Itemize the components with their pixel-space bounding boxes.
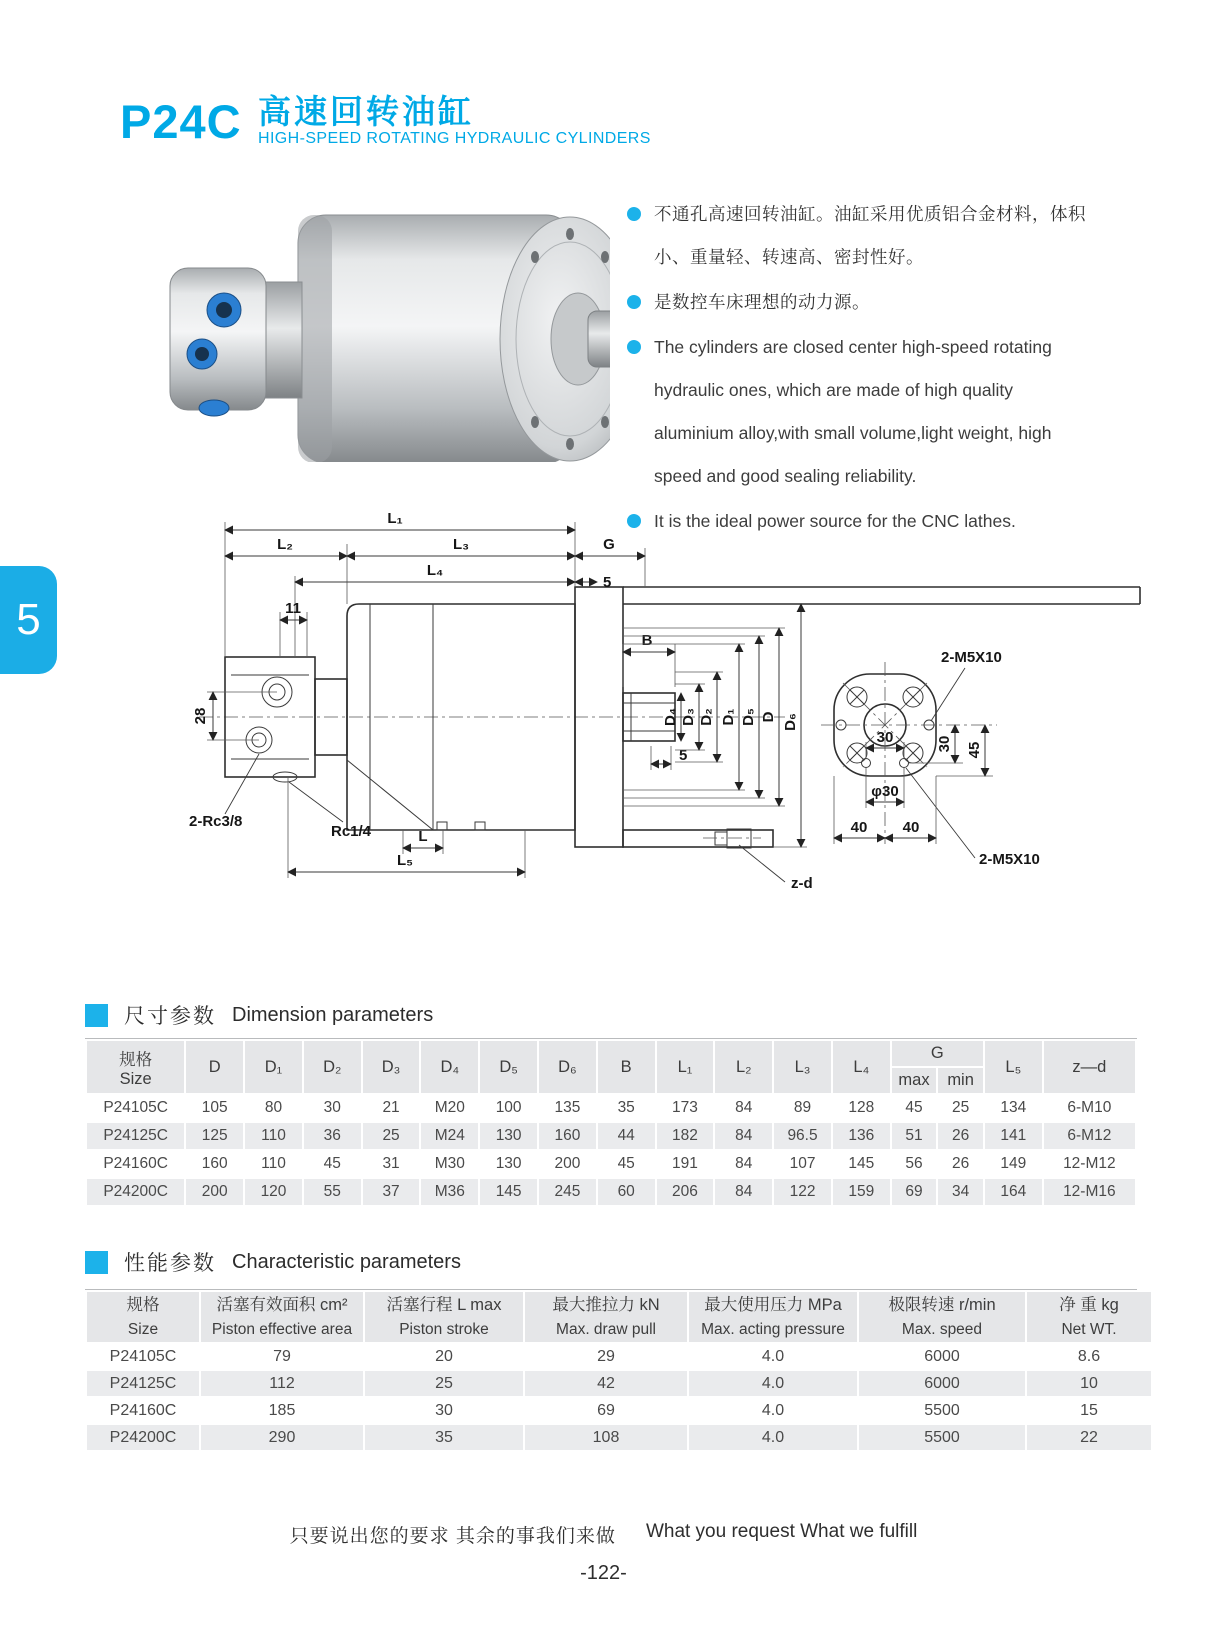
dim-label-d4: D₄ [662,708,679,726]
dim-label-d: D [760,711,777,723]
col-header: 最大使用压力 MPa Max. acting pressure [689,1292,857,1342]
slogan-en: What you request What we fulfill [645,1521,918,1542]
dim-label-m5-top: 2-M5X10 [941,649,1002,666]
feature-text: It is the ideal power source for the CNC lathes. [654,511,1016,531]
col-header: B [598,1041,655,1093]
table-row: P24105C 105 80 30 21 M20 100 135 35 173 84 89 128 45 25 134 6-M10 [87,1095,1135,1121]
col-header-g-min: min [938,1068,983,1093]
section-title-en: Characteristic parameters [232,1250,461,1273]
col-header: L₅ [985,1041,1042,1093]
footer-slogan [0,1521,1207,1548]
shaft-stub [588,311,610,367]
section-marker-icon [85,1251,108,1274]
col-header: L₄ [833,1041,890,1093]
section-title-cn: 尺寸参数 [124,1005,216,1028]
page-title-cn: 高速回转油缸 [258,93,474,130]
dim-label-d3: D₃ [680,708,697,726]
bullet-icon [627,340,641,354]
col-header: D₄ [421,1041,478,1093]
dim-label-l1: L₁ [387,510,403,527]
dim-label-d2: D₂ [698,708,715,726]
col-header: D₅ [480,1041,537,1093]
feature-text: 不通孔高速回转油缸。油缸采用优质铝合金材料，体积小、重量轻、转速高、密封性好。 [654,204,1086,267]
col-header: D₆ [539,1041,596,1093]
table-row: P24160C 185 30 69 4.0 5500 15 [87,1398,1151,1423]
col-header: D₂ [304,1041,361,1093]
col-header: 活塞有效面积 cm² Piston effective area [201,1292,363,1342]
dim-label-30-inner: 30 [876,729,894,746]
dim-label-5-top: 5 [603,574,612,591]
chapter-tab: 5 [0,566,57,674]
dim-label-d6: D₆ [782,713,799,731]
model-code: P24C [120,95,242,148]
slogan-cn: 只要说出您的要求 其余的事我们来做 [289,1526,616,1547]
oil-port [199,400,229,416]
section-characteristic-title [85,1247,461,1277]
col-header-g-max: max [892,1068,937,1093]
dim-label-l4: L₄ [426,562,444,579]
col-header: 活塞行程 L max Piston stroke [365,1292,523,1342]
dim-label-l2: L₂ [277,536,293,553]
dim-label-rc38: 2-Rc3/8 [189,813,243,830]
dim-label-11: 11 [285,600,301,617]
feature-item [627,193,1095,279]
dim-label-l3: L₃ [452,536,470,553]
dim-label-g: G [603,536,615,553]
section-title-en: Dimension parameters [232,1003,434,1026]
product-photo [150,182,610,462]
col-header: 极限转速 r/min Max. speed [859,1292,1025,1342]
dim-label-rc14: Rc1/4 [331,823,372,840]
dim-label-30-right: 30 [936,735,953,753]
table-row: P24160C 160 110 45 31 M30 130 200 45 191 84 107 145 56 26 149 12-M12 [87,1151,1135,1177]
page-title-en: HIGH-SPEED ROTATING HYDRAULIC CYLINDERS [258,130,651,147]
table-row: P24200C 200 120 55 37 M36 145 245 60 206 84 122 159 69 34 164 12-M16 [87,1179,1135,1205]
col-header: 净 重 kg Net WT. [1027,1292,1151,1342]
col-header: 规格 Size [87,1292,199,1342]
feature-text: 是数控车床理想的动力源。 [654,292,870,312]
col-header: 最大推拉力 kN Max. draw pull [525,1292,687,1342]
col-header: L₂ [715,1041,772,1093]
dim-label-d5: D₅ [740,708,757,726]
feature-text: The cylinders are closed center high-speed rotating hydraulic ones, which are made of high quality aluminium alloy,with small volume,light weight, high speed and good sealing reliability. [654,337,1052,486]
col-header-size: 规格 Size [87,1041,184,1093]
dim-label-40-left: 40 [850,819,868,836]
dim-label-zd: z-d [791,875,813,892]
col-header: D [186,1041,243,1093]
dim-label-m5-bottom: 2-M5X10 [979,851,1040,868]
section-marker-icon [85,1004,108,1027]
col-header-g: G [892,1041,983,1066]
section-dimension-title [85,1000,433,1030]
dimension-table [85,1038,1137,1207]
dim-label-b: B [641,632,653,649]
dim-label-l: L [418,828,428,845]
col-header: z—d [1044,1041,1135,1093]
dim-label-d1: D₁ [720,708,737,726]
table-row: P24200C 290 35 108 4.0 5500 22 [87,1425,1151,1450]
feature-item [627,281,1095,324]
col-header: D₁ [245,1041,302,1093]
section-title-cn: 性能参数 [124,1252,216,1275]
bullet-icon [627,207,641,221]
col-header: L₁ [657,1041,714,1093]
dim-label-40-right: 40 [902,819,920,836]
characteristic-table [85,1289,1137,1452]
dim-label-28: 28 [192,707,209,725]
col-header: L₃ [774,1041,831,1093]
feature-item [627,326,1095,498]
dim-label-l5: L₅ [396,852,414,869]
dim-label-5-mid: 5 [679,747,688,764]
table-row: P24105C 79 20 29 4.0 6000 8.6 [87,1344,1151,1369]
technical-drawing [185,492,1145,892]
bullet-icon [627,295,641,309]
table-row: P24125C 112 25 42 4.0 6000 10 [87,1371,1151,1396]
distributor-block [170,268,266,410]
page-number: -122- [580,1562,627,1584]
dim-label-45-right: 45 [966,741,983,759]
table-row: P24125C 125 110 36 25 M24 130 160 44 182 84 96.5 136 51 26 141 6-M12 [87,1123,1135,1149]
col-header: D₃ [363,1041,420,1093]
dim-label-phi30: φ30 [871,783,899,800]
